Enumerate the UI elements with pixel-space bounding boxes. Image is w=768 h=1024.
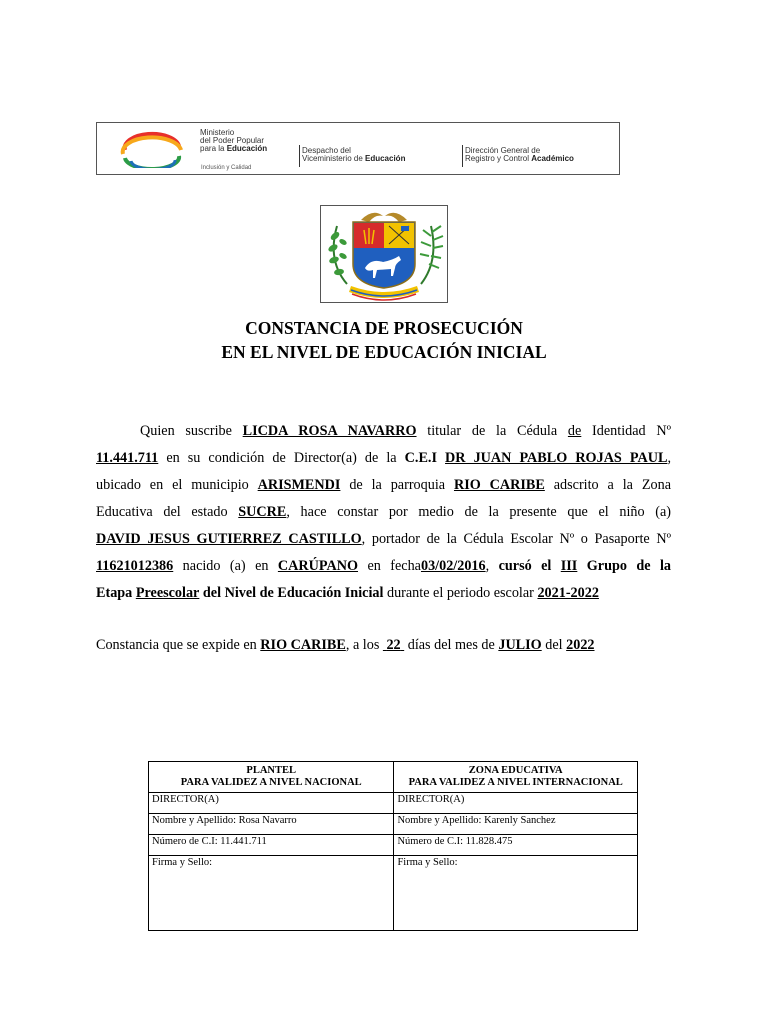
body-text: días del mes de	[407, 637, 495, 653]
ministry-line3	[200, 145, 267, 153]
direction-line2b: Académico	[531, 154, 574, 163]
body-line	[96, 632, 671, 659]
body-text: durante el periodo escolar	[386, 585, 534, 601]
table-cell: Firma y Sello:	[394, 856, 638, 931]
header-text: PARA VALIDEZ A NIVEL NACIONAL	[180, 777, 362, 788]
separator	[462, 145, 463, 167]
coat-of-arms-icon	[321, 206, 447, 302]
document-title-line1: CONSTANCIA DE PROSECUCIÓN	[245, 318, 523, 338]
state: SUCRE	[238, 504, 287, 520]
direction-line1: Dirección General de	[465, 146, 541, 155]
office-line2b: Educación	[365, 154, 406, 163]
student-name: DAVID JESUS GUTIERREZ CASTILLO	[96, 531, 362, 547]
school-period: 2021-2022	[537, 585, 599, 601]
table-cell: Número de C.I: 11.828.475	[394, 835, 638, 856]
grade: III	[560, 558, 578, 574]
body-line	[96, 418, 671, 445]
body-text: , a los	[345, 637, 380, 653]
body-line	[96, 499, 671, 526]
body-text: en fecha	[367, 558, 421, 574]
tagline: Inclusión y Calidad	[201, 165, 252, 171]
body-line: 11.441.711 en su condición de Director(a) de la C.E.I DR JUAN PABLO ROJAS PAUL,	[96, 450, 671, 466]
direction-line2	[465, 155, 574, 163]
office-line1: Despacho del	[302, 146, 351, 155]
body-text: titular de la Cédula	[427, 423, 558, 439]
issuance-month: JULIO	[498, 637, 542, 653]
ministry-line2: del Poder Popular	[200, 136, 265, 145]
body-text: nacido (a) en	[182, 558, 269, 574]
table-cell: DIRECTOR(A)	[149, 793, 394, 814]
signature-table	[148, 761, 638, 931]
body-text: del	[545, 637, 563, 653]
header-text: PLANTEL	[246, 765, 297, 776]
issuance-place: RIO CARIBE	[260, 637, 346, 653]
parish: RIO CARIBE	[453, 477, 545, 493]
table-cell: DIRECTOR(A)	[394, 793, 638, 814]
body-text: cursó el	[498, 558, 552, 574]
table-cell: Firma y Sello:	[149, 856, 394, 931]
issuance-day: 22	[386, 637, 401, 653]
body-text: Constancia que se expide en	[96, 637, 257, 653]
office-name	[302, 147, 405, 163]
office-line2a: Viceministerio de	[302, 154, 365, 163]
municipality: ARISMENDI	[257, 477, 341, 493]
body-text: , portador de la Cédula Escolar Nº o Pasaporte Nº	[361, 531, 671, 547]
body-line	[96, 472, 671, 499]
table-row	[149, 793, 638, 814]
header-banner	[96, 122, 620, 175]
body-text: del Nivel de Educación Inicial	[202, 585, 384, 601]
ministry-line1: Ministerio	[200, 128, 235, 137]
table-header-row	[149, 762, 638, 793]
stage: Preescolar	[135, 585, 200, 601]
student-id: 11621012386	[96, 558, 174, 574]
ministry-line3a: para la	[200, 144, 227, 153]
table-cell: Nombre y Apellido: Karenly Sanchez	[394, 814, 638, 835]
ministry-logo	[117, 130, 187, 168]
school-prefix: C.E.I	[404, 450, 437, 466]
direction-name	[465, 147, 574, 163]
header-text: PARA VALIDEZ A NIVEL INTERNACIONAL	[408, 777, 623, 788]
signer-name: LICDA ROSA NAVARRO	[242, 423, 417, 439]
body-text: de	[567, 423, 582, 439]
header-plantel	[149, 762, 394, 793]
body-line	[96, 580, 671, 607]
office-line2	[302, 155, 405, 163]
body-text: Identidad Nº	[592, 423, 672, 439]
signer-id: 11.441.711	[96, 450, 159, 466]
coat-of-arms-frame	[320, 205, 448, 303]
table-row	[149, 835, 638, 856]
separator	[299, 145, 300, 167]
document-title-line2: EN EL NIVEL DE EDUCACIÓN INICIAL	[221, 342, 547, 362]
body-text: , hace constar por medio de la presente que el niño (a)	[286, 504, 671, 520]
body-text: Etapa	[96, 585, 133, 601]
body-line	[96, 526, 671, 553]
table-row	[149, 814, 638, 835]
birthplace: CARÚPANO	[277, 558, 359, 574]
table-cell: Nombre y Apellido: Rosa Navarro	[149, 814, 394, 835]
school-name: DR JUAN PABLO ROJAS PAUL	[445, 450, 668, 466]
header-zona-educativa	[394, 762, 638, 793]
issuance-year: 2022	[566, 637, 595, 653]
body-line: 11621012386 nacido (a) en CARÚPANO en fecha03/02/2016, cursó el III Grupo de la	[96, 558, 672, 574]
issuance-line	[96, 632, 671, 659]
body-text: de la parroquia	[349, 477, 446, 493]
ministry-line3b: Educación	[226, 144, 268, 153]
body-text: Quien suscribe	[140, 423, 232, 439]
table-row	[149, 856, 638, 931]
ministry-name	[200, 129, 267, 153]
body-text: Educativa del estado	[96, 504, 228, 520]
body-text: ubicado en el municipio	[96, 477, 249, 493]
direction-line2a: Registro y Control	[465, 154, 532, 163]
table-cell: Número de C.I: 11.441.711	[149, 835, 394, 856]
issuance-day-wrap	[383, 637, 404, 653]
body-text: Grupo de la	[586, 558, 672, 574]
birthdate: 03/02/2016	[420, 558, 486, 574]
body-text: adscrito a la Zona	[553, 477, 671, 493]
body-text: en su condición de Director(a) de la	[166, 450, 397, 466]
header-text: ZONA EDUCATIVA	[468, 765, 563, 776]
certificate-body	[96, 418, 671, 607]
